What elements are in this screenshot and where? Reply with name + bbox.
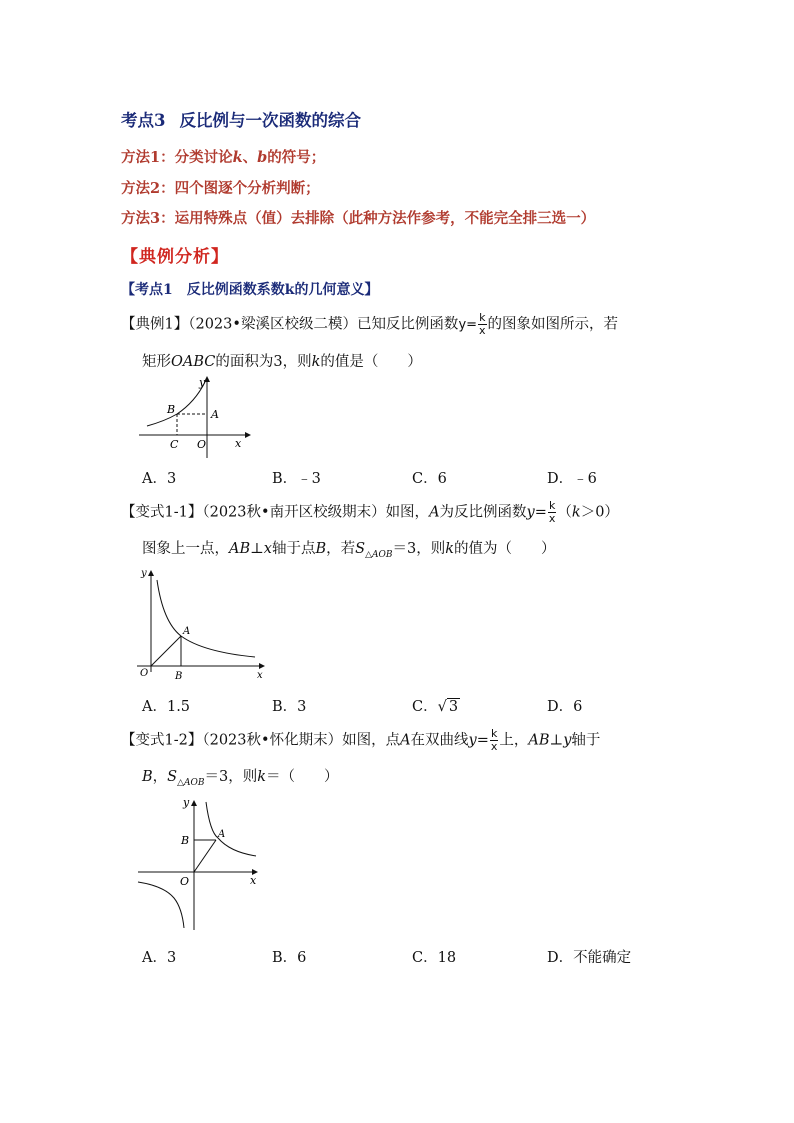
q3-option-d[interactable]: D．不能确定 [547,950,632,966]
q2-fraction: $\frac{k}{x}$ [548,499,556,525]
q1-option-a[interactable]: A．3 [142,471,177,487]
q3-label-b: B [181,834,190,847]
q1-line-1: 【典例1】（2023•梁溪区校级二模）已知反比例函数y= $\frac{k}{x}$ 的图象如图所示，若 [121,311,619,337]
q1-label-x: x [235,437,242,450]
q2-label-b: B [175,671,183,680]
q1-label-a: A [211,408,219,421]
topic-title: 反比例与一次函数的综合 [179,111,361,130]
q2-line-2: 图象上一点，AB⊥x轴于点B，若$S_{\triangle AOB}=3$，则k的值为（ ） [142,541,556,560]
q3-line-2: B，$S_{\triangle AOB}=3$，则k＝（ ） [142,769,339,788]
method-1: 方法1：分类讨论k、b的符号； [121,149,326,166]
q1-option-c[interactable]: C．6 [412,471,447,487]
q3-tag: 【变式1-2】 [121,732,203,749]
q1-label-o: O [197,438,207,451]
q3-fraction: $\frac{k}{x}$ [490,727,498,753]
q1-label-y: y [199,376,206,389]
q2-option-d[interactable]: D．6 [547,699,583,715]
sqrt-3: 3 [448,699,459,715]
q2-line-1: 【变式1-1】（2023秋•南开区校级期末）如图，A为反比例函数y= $\frac{k}{x}$ （k＞0） [121,499,619,525]
q2-figure [133,562,273,680]
page-title [121,107,361,131]
q1-figure [135,372,255,464]
q1-option-d[interactable]: D．﹣6 [547,471,597,487]
method-3: 方法3：运用特殊点（值）去排除（此种方法作参考，不能完全排三选一） [121,210,596,227]
q2-tag: 【变式1-1】 [121,504,203,521]
q3-label-y: y [183,796,190,809]
method-2: 方法2：四个图逐个分析判断； [121,180,320,197]
q3-option-a[interactable]: A．3 [142,950,177,966]
kaodian-label: 考点3 [121,111,166,130]
sub-heading: 【考点1 反比例函数系数k的几何意义】 [121,282,379,298]
q1-fraction: $\frac{k}{x}$ [479,311,486,337]
q2-option-c[interactable]: C．√ 3 [412,699,459,715]
q3-label-a: A [218,829,226,840]
section-title: 【典例分析】 [121,247,229,267]
q2-label-x: x [257,670,263,680]
q1-option-b[interactable]: B．﹣3 [272,471,321,487]
q2-option-b[interactable]: B．3 [272,699,307,715]
q3-option-c[interactable]: C．18 [412,950,457,966]
q2-label-o: O [140,668,149,679]
q3-option-b[interactable]: B．6 [272,950,307,966]
q1-label-c: C [170,438,179,451]
q3-label-x: x [250,874,257,887]
q3-figure [134,792,264,932]
q2-label-a: A [183,626,191,637]
q1-line-2: 矩形OABC的面积为3，则k的值是（ ） [142,354,422,370]
q1-label-b: B [167,403,176,416]
q3-line-1: 【变式1-2】（2023秋•怀化期末）如图，点A在双曲线y= $\frac{k}{x}$ 上，AB⊥y轴于 [121,727,601,753]
q2-label-y: y [141,568,147,579]
q2-option-a[interactable]: A．1.5 [142,699,191,715]
q3-label-o: O [180,875,190,888]
q1-tag: 【典例1】 [121,316,189,333]
